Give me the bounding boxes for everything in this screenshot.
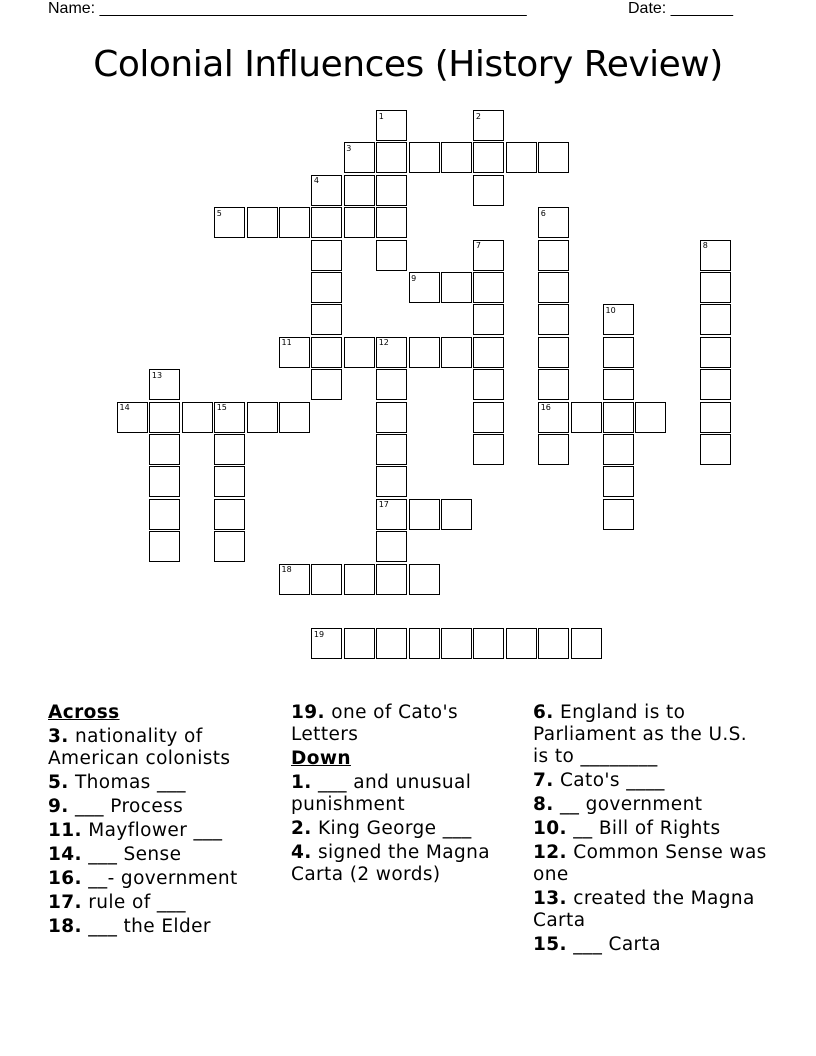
clue-number-label: 10.	[533, 818, 567, 839]
grid-cell[interactable]	[473, 142, 504, 173]
grid-cell[interactable]	[409, 499, 440, 530]
clue-number-label: 2.	[291, 818, 312, 839]
grid-cell[interactable]	[700, 434, 731, 465]
clue-number: 15	[216, 403, 227, 413]
clue-number: 6	[540, 208, 546, 218]
clue-number: 16	[540, 403, 551, 413]
down-clue	[533, 770, 768, 792]
clue-text: __- government	[81, 868, 238, 889]
clue-text: England is to Parliament as the U.S. is to ________	[533, 702, 748, 767]
grid-cell[interactable]	[473, 369, 504, 400]
grid-cell[interactable]	[700, 337, 731, 368]
grid-cell[interactable]	[506, 628, 537, 659]
grid-cell[interactable]	[214, 531, 245, 562]
grid-cell[interactable]	[603, 369, 634, 400]
grid-cell[interactable]	[538, 628, 569, 659]
clue-text: signed the Magna Carta (2 words)	[291, 842, 490, 885]
clue-text: Mayflower ___	[81, 820, 223, 841]
grid-cell[interactable]	[149, 531, 180, 562]
grid-cell[interactable]	[311, 207, 342, 238]
down-clue	[533, 702, 768, 768]
grid-cell[interactable]	[311, 240, 342, 271]
grid-cell[interactable]	[214, 499, 245, 530]
clue-number-label: 3.	[48, 726, 69, 747]
clue-number: 12	[378, 338, 389, 348]
grid-cell[interactable]	[700, 402, 731, 433]
clue-text: ___ Sense	[81, 844, 182, 865]
grid-cell[interactable]	[700, 304, 731, 335]
clue-number: 4	[313, 176, 319, 186]
clues-column-2	[291, 702, 521, 888]
grid-cell[interactable]	[376, 142, 407, 173]
clue-number-label: 1.	[291, 772, 312, 793]
across-heading: Across	[48, 702, 120, 723]
grid-cell[interactable]	[344, 628, 375, 659]
grid-cell[interactable]	[538, 337, 569, 368]
clue-number: 9	[411, 273, 417, 283]
across-clue	[48, 726, 278, 770]
grid-cell[interactable]	[571, 402, 602, 433]
grid-cell[interactable]	[311, 272, 342, 303]
grid-cell[interactable]	[571, 628, 602, 659]
grid-cell[interactable]	[344, 207, 375, 238]
grid-cell[interactable]	[149, 434, 180, 465]
clue-number-label: 13.	[533, 888, 567, 909]
down-clue	[533, 888, 768, 932]
clues-column-1	[48, 702, 278, 940]
grid-cell[interactable]	[344, 337, 375, 368]
clue-text: ___ the Elder	[81, 916, 211, 937]
clue-text: ___ Process	[68, 796, 184, 817]
clue-number: 18	[281, 565, 292, 575]
down-clue	[291, 772, 521, 816]
down-heading: Down	[291, 748, 351, 769]
grid-cell[interactable]	[149, 402, 180, 433]
grid-cell[interactable]	[311, 369, 342, 400]
across-clue	[48, 868, 278, 890]
grid-cell[interactable]	[603, 499, 634, 530]
clue-number-label: 16.	[48, 868, 82, 889]
grid-cell[interactable]	[214, 434, 245, 465]
grid-cell[interactable]	[473, 304, 504, 335]
clue-number: 8	[702, 241, 708, 251]
clue-number: 10	[605, 305, 616, 315]
grid-cell[interactable]	[441, 628, 472, 659]
clue-number-label: 19.	[291, 702, 325, 723]
clue-number-label: 18.	[48, 916, 82, 937]
clues-column-3	[533, 702, 768, 958]
grid-cell[interactable]	[279, 402, 310, 433]
grid-cell[interactable]	[473, 402, 504, 433]
grid-cell[interactable]	[311, 304, 342, 335]
grid-cell[interactable]	[603, 434, 634, 465]
grid-cell[interactable]	[376, 564, 407, 595]
clue-text: __ government	[553, 794, 703, 815]
grid-cell[interactable]	[376, 402, 407, 433]
grid-cell[interactable]	[538, 272, 569, 303]
clue-number-label: 8.	[533, 794, 554, 815]
clue-number-label: 7.	[533, 770, 554, 791]
clue-number-label: 12.	[533, 842, 567, 863]
grid-cell[interactable]	[700, 272, 731, 303]
clue-text: nationality of American colonists	[48, 726, 231, 769]
grid-cell[interactable]	[603, 466, 634, 497]
grid-cell[interactable]	[538, 142, 569, 173]
grid-cell[interactable]	[149, 499, 180, 530]
across-clue	[291, 702, 521, 746]
grid-cell[interactable]	[473, 434, 504, 465]
grid-cell[interactable]	[441, 337, 472, 368]
clue-number: 3	[346, 143, 352, 153]
grid-cell[interactable]	[473, 628, 504, 659]
down-clue	[533, 818, 768, 840]
grid-cell[interactable]	[376, 175, 407, 206]
clue-number: 5	[216, 208, 222, 218]
grid-cell[interactable]	[441, 142, 472, 173]
grid-cell[interactable]	[311, 337, 342, 368]
clue-text: ___ Carta	[566, 934, 661, 955]
grid-cell[interactable]	[409, 142, 440, 173]
clue-number: 14	[119, 403, 130, 413]
grid-cell[interactable]	[376, 207, 407, 238]
grid-cell[interactable]	[376, 369, 407, 400]
grid-cell[interactable]	[603, 402, 634, 433]
across-clue	[48, 796, 278, 818]
grid-cell[interactable]	[635, 402, 666, 433]
grid-cell[interactable]	[441, 499, 472, 530]
grid-cell[interactable]	[149, 466, 180, 497]
clue-number-label: 11.	[48, 820, 82, 841]
clue-number: 17	[378, 500, 389, 510]
clue-number: 13	[151, 370, 163, 380]
grid-cell[interactable]	[182, 402, 213, 433]
down-clue	[291, 818, 521, 840]
clue-text: Common Sense was one	[533, 842, 767, 885]
clue-text: Thomas ___	[68, 772, 186, 793]
grid-cell[interactable]	[409, 628, 440, 659]
clue-number-label: 5.	[48, 772, 69, 793]
clue-number-label: 9.	[48, 796, 69, 817]
grid-cell[interactable]	[247, 207, 278, 238]
across-clue	[48, 820, 278, 842]
grid-cell[interactable]	[376, 628, 407, 659]
grid-cell[interactable]	[409, 564, 440, 595]
grid-cell[interactable]	[700, 369, 731, 400]
grid-cell[interactable]	[409, 337, 440, 368]
clue-number: 1	[378, 111, 384, 121]
clue-text: Cato's ____	[553, 770, 665, 791]
clue-number-label: 4.	[291, 842, 312, 863]
date-field: Date: _______	[628, 0, 733, 17]
grid-cell[interactable]	[473, 175, 504, 206]
grid-cell[interactable]	[344, 175, 375, 206]
grid-cell[interactable]	[376, 434, 407, 465]
down-clue	[291, 842, 521, 886]
grid-cell[interactable]	[538, 369, 569, 400]
clue-text: created the Magna Carta	[533, 888, 755, 931]
grid-cell[interactable]	[344, 564, 375, 595]
across-clue	[48, 916, 278, 938]
clue-number-label: 15.	[533, 934, 567, 955]
grid-cell[interactable]	[473, 272, 504, 303]
clue-number: 7	[475, 241, 481, 251]
across-clue	[48, 772, 278, 794]
clue-text: __ Bill of Rights	[566, 818, 721, 839]
grid-cell[interactable]	[538, 434, 569, 465]
clue-number: 2	[475, 111, 481, 121]
down-clue	[533, 842, 768, 886]
clue-text: ___ and unusual punishment	[291, 772, 472, 815]
down-clue	[533, 934, 768, 956]
clue-number-label: 6.	[533, 702, 554, 723]
grid-cell[interactable]	[376, 466, 407, 497]
down-clue	[533, 794, 768, 816]
clue-number-label: 14.	[48, 844, 82, 865]
grid-cell[interactable]	[279, 207, 310, 238]
name-field: Name: ________________________________________________	[48, 0, 527, 17]
clue-text: rule of ___	[81, 892, 186, 913]
grid-cell[interactable]	[603, 337, 634, 368]
across-clue	[48, 844, 278, 866]
clue-number: 19	[313, 629, 325, 639]
grid-cell[interactable]	[311, 564, 342, 595]
grid-cell[interactable]	[376, 531, 407, 562]
grid-cell[interactable]	[506, 142, 537, 173]
clue-text: King George ___	[311, 818, 472, 839]
grid-cell[interactable]	[473, 337, 504, 368]
grid-cell[interactable]	[538, 304, 569, 335]
page-title: Colonial Influences (History Review)	[93, 44, 723, 85]
across-clue	[48, 892, 278, 914]
grid-cell[interactable]	[538, 240, 569, 271]
clue-number-label: 17.	[48, 892, 82, 913]
grid-cell[interactable]	[214, 466, 245, 497]
grid-cell[interactable]	[247, 402, 278, 433]
grid-cell[interactable]	[441, 272, 472, 303]
clue-text: one of Cato's Letters	[291, 702, 459, 745]
grid-cell[interactable]	[376, 240, 407, 271]
clue-number: 11	[281, 338, 292, 348]
